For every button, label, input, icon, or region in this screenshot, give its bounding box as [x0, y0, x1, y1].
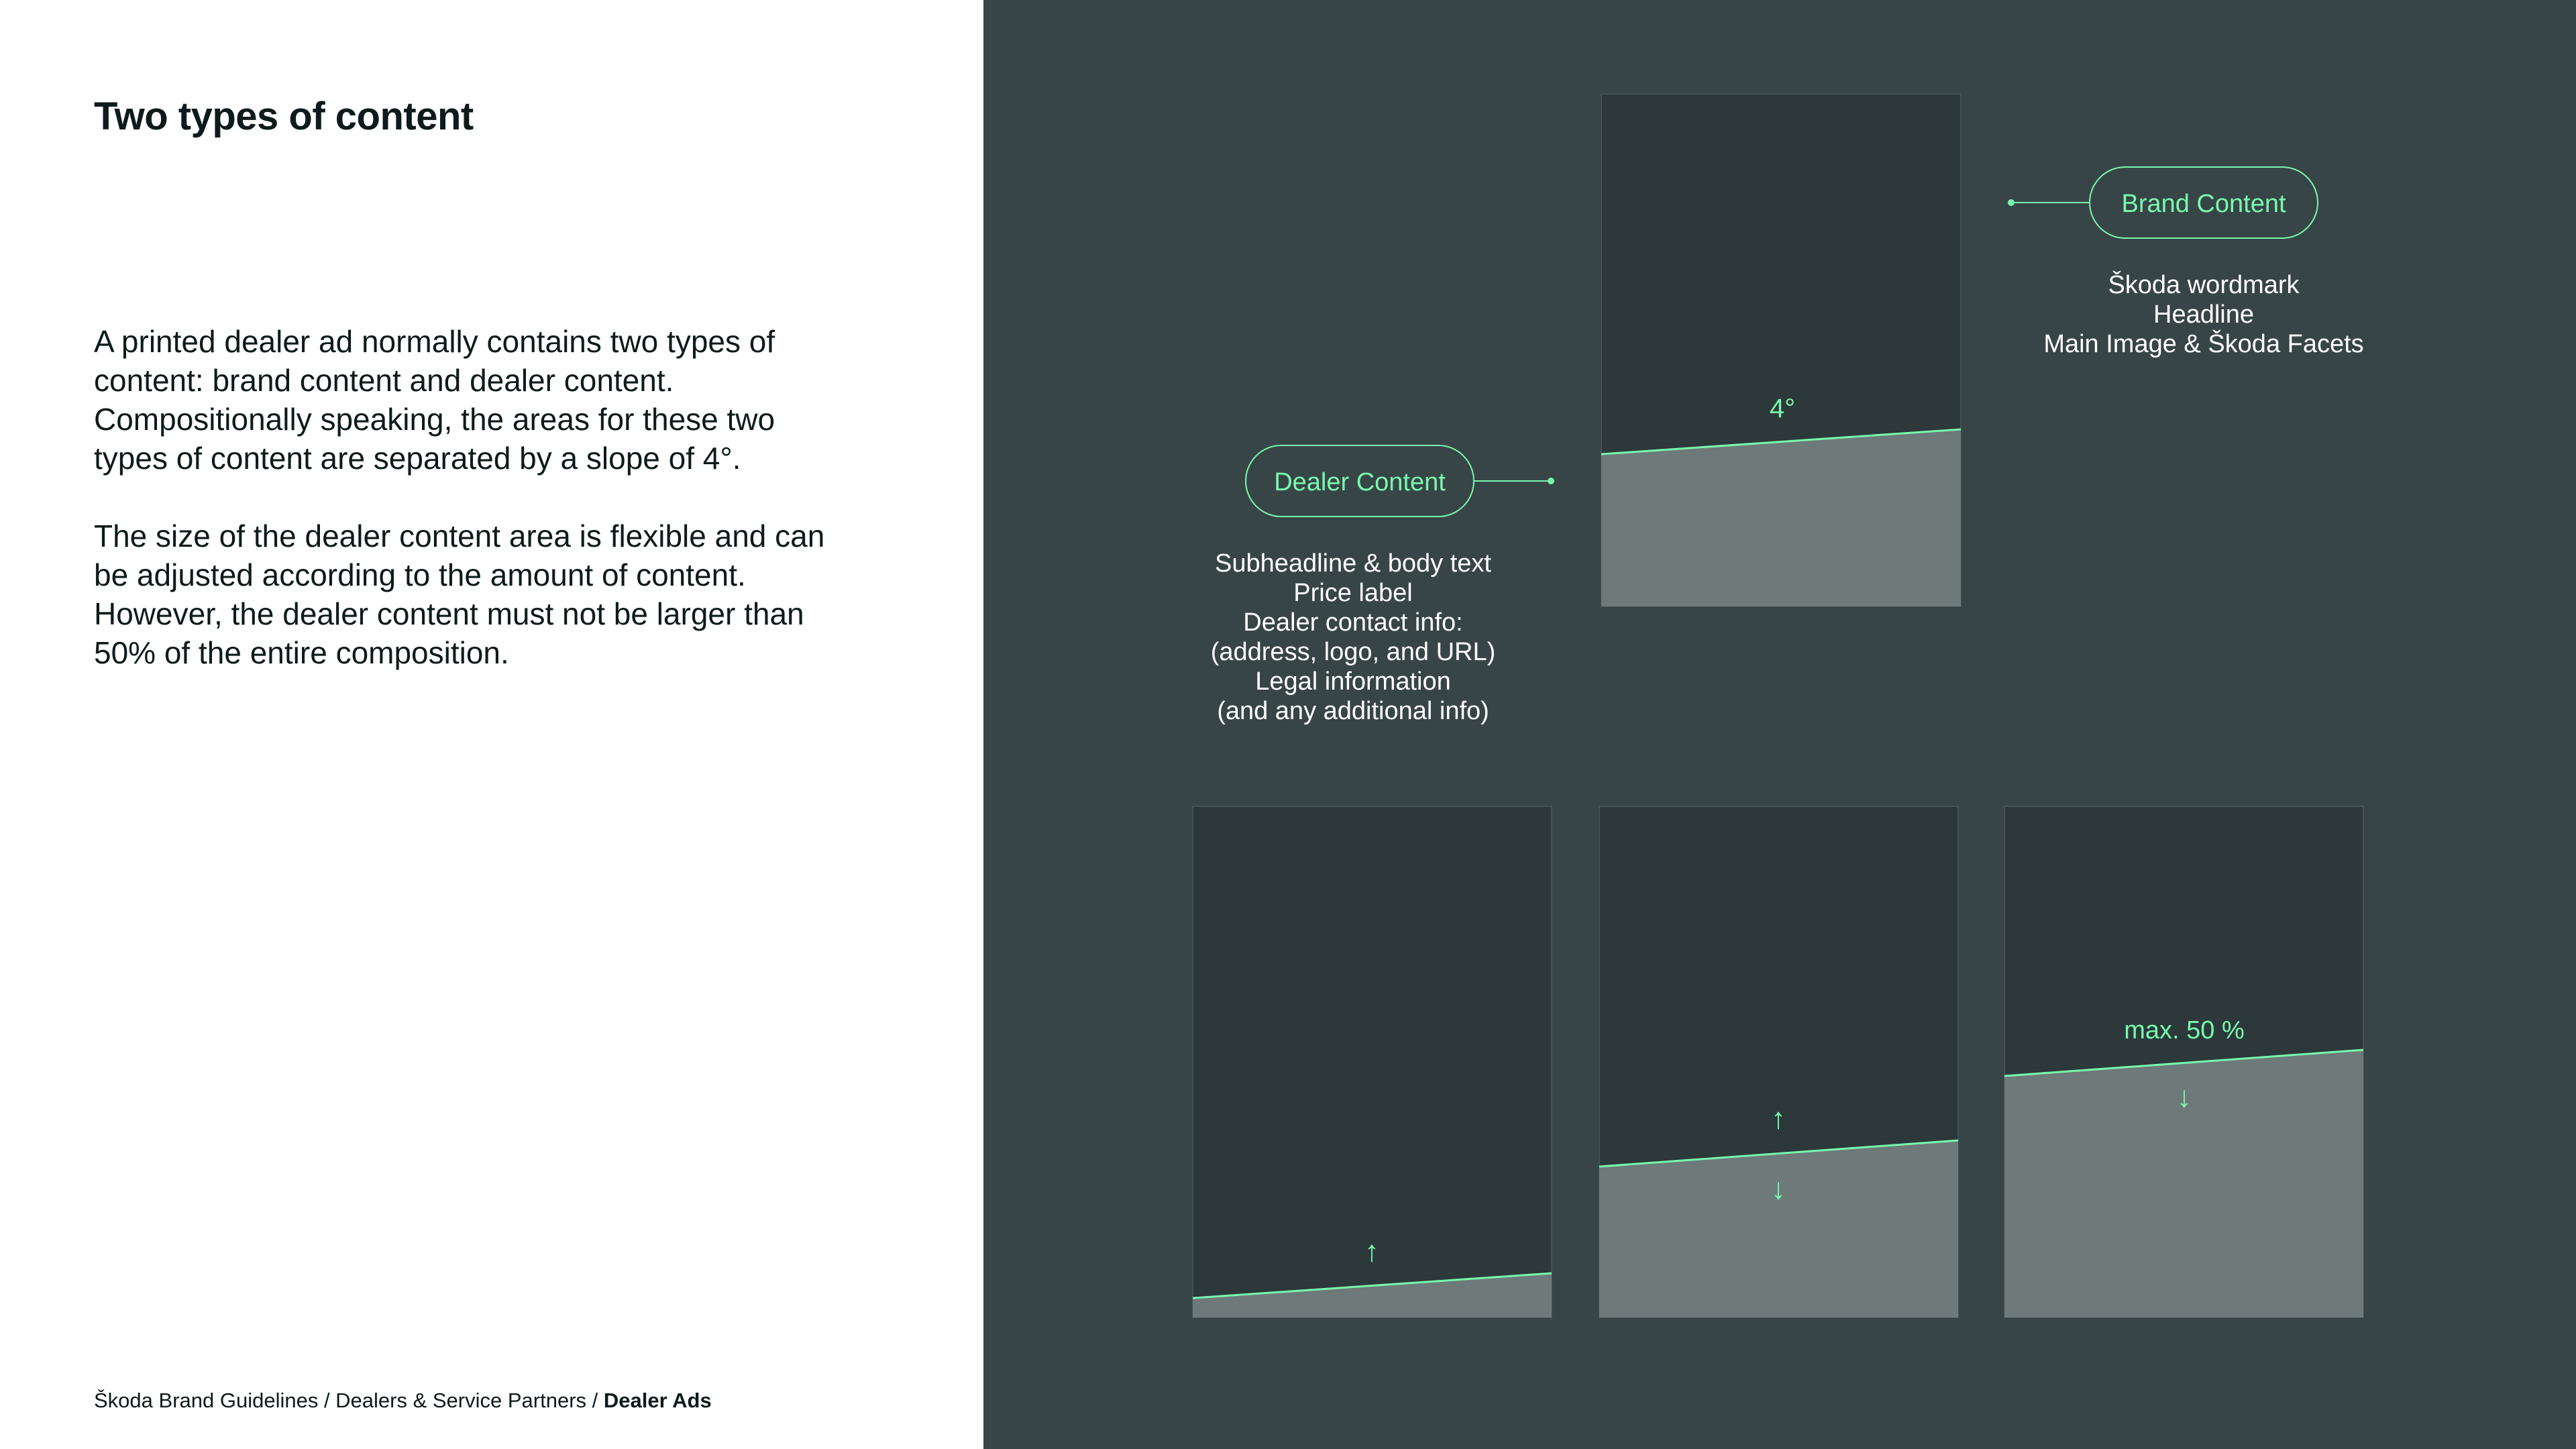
arrow-down-icon: ↓ [2177, 1081, 2192, 1114]
dealer-item: Price label [1293, 579, 1413, 607]
dealer-item: Dealer contact info: [1243, 608, 1463, 637]
size-rule-paragraph: The size of the dealer content area is flexible and can be adjusted according to the amount of content. However, the dealer content must not be larger than 50% of the entire composition. [94, 519, 825, 670]
main-composition [1601, 94, 1961, 606]
brand-item: Main Image & Škoda Facets [2043, 330, 2364, 358]
arrow-down-icon: ↓ [1771, 1173, 1786, 1205]
dealer-item: Legal information [1255, 667, 1451, 696]
arrow-up-icon: ↑ [1771, 1102, 1786, 1135]
dealer-content-label: Dealer Content [1274, 468, 1446, 496]
dealer-area [1601, 429, 1961, 606]
breadcrumb-current: Dealer Ads [603, 1389, 712, 1412]
arrow-up-icon: ↑ [1364, 1235, 1379, 1268]
callout-dot [1548, 478, 1554, 484]
brand-item: Škoda wordmark [2108, 271, 2300, 299]
dealer-content-callout [1211, 445, 1554, 725]
page-title: Two types of content [94, 95, 474, 138]
brand-content-callout [2008, 167, 2364, 358]
dealer-item: (address, logo, and URL) [1210, 638, 1496, 666]
example-medium-dealer [1599, 806, 1958, 1318]
example-max-dealer [2004, 806, 2363, 1318]
max-share-label: max. 50 % [2124, 1016, 2245, 1044]
dealer-item: (and any additional info) [1217, 697, 1489, 725]
breadcrumb-path: Škoda Brand Guidelines / Dealers & Service Partners / [94, 1389, 604, 1412]
example-small-dealer [1193, 806, 1552, 1318]
intro-paragraph: A printed dealer ad normally contains two types of content: brand content and dealer content. Compositionally speaking, the areas for these two types of content are separated by a slope of 4°. [94, 324, 775, 476]
angle-label: 4° [1769, 394, 1796, 423]
brand-item: Headline [2153, 301, 2254, 329]
dealer-item: Subheadline & body text [1215, 549, 1491, 578]
brand-content-label: Brand Content [2121, 190, 2286, 218]
dealer-area [1599, 1140, 1958, 1318]
